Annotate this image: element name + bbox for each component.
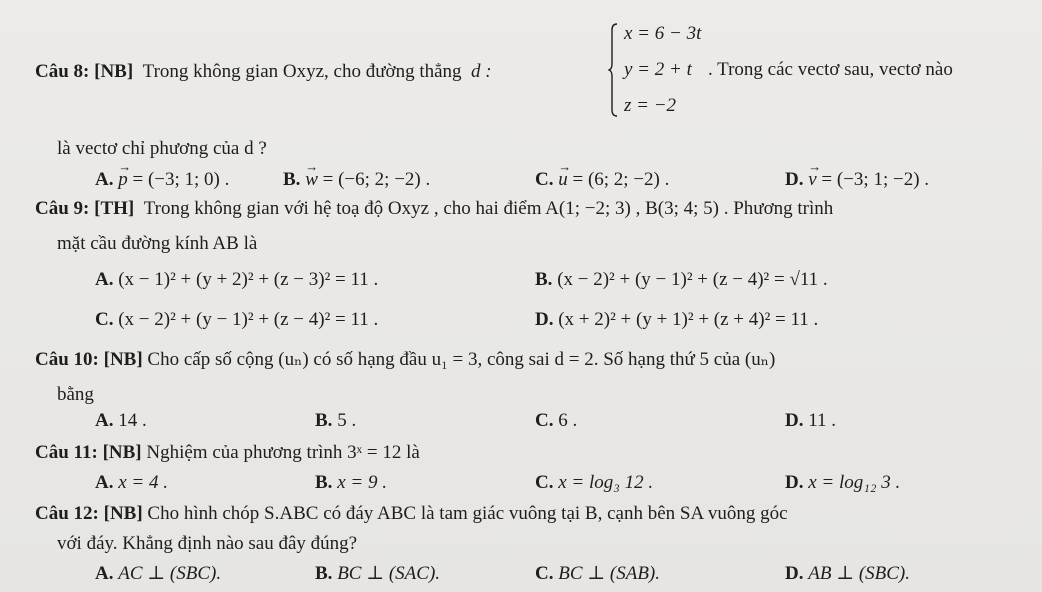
q9-d-label: D. <box>535 309 554 330</box>
q10-b-label: B. <box>315 410 333 431</box>
q8-d-value: = (−3; 1; −2) . <box>816 169 930 190</box>
q12-a-label: A. <box>95 563 114 584</box>
q9-line-1 <box>35 197 833 221</box>
q8-text-c: là vectơ chỉ phương của d ? <box>57 138 267 159</box>
q8-a-vector: → p <box>118 168 128 192</box>
q8-a-value: = (−3; 1; 0) . <box>127 169 230 190</box>
q8-sys-row-2: y = 2 + t <box>624 59 692 80</box>
q9-d-value: (x + 2)² + (y + 1)² + (z + 4)² = 11 . <box>558 309 819 330</box>
q9-c-label: C. <box>95 309 114 330</box>
q12-label: Câu 12: [NB] <box>35 503 143 524</box>
q8-option-d <box>785 168 929 192</box>
q9-option-d <box>535 308 818 332</box>
q8-label: Câu 8: [NB] <box>35 61 134 82</box>
q9-option-c <box>95 308 378 332</box>
q8-d-opt-label: D. <box>785 169 804 190</box>
q8-option-a <box>95 168 229 192</box>
q9-text-b: mặt cầu đường kính AB là <box>57 233 258 254</box>
q10-option-a <box>95 409 147 433</box>
q11-text-a: Nghiệm của phương trình 3ˣ = 12 là <box>146 442 420 463</box>
q9-b-value: (x − 2)² + (y − 1)² + (z − 4)² = √11 . <box>557 269 828 290</box>
q10-text-a: Cho cấp số cộng (uₙ) có số hạng đầu u₁ = 3, công sai d = 2. Số hạng thứ 5 của (uₙ) <box>147 349 776 370</box>
q10-label: Câu 10: [NB] <box>35 349 143 370</box>
q10-a-label: A. <box>95 410 114 431</box>
q11-a-label: A. <box>95 472 114 493</box>
q12-text-b: với đáy. Khẳng định nào sau đây đúng? <box>57 533 358 554</box>
q11-d-value: x = log₁₂ 3 . <box>808 472 901 493</box>
q9-a-label: A. <box>95 269 114 290</box>
q11-b-value: x = 9 . <box>337 472 387 493</box>
q11-a-value: x = 4 . <box>118 472 168 493</box>
q8-b-label: B. <box>283 169 301 190</box>
q11-c-value: x = log₃ 12 . <box>558 472 654 493</box>
q12-c-label: C. <box>535 563 554 584</box>
q8-line-1 <box>35 60 492 84</box>
q10-option-d <box>785 409 836 433</box>
q9-option-a <box>95 268 378 292</box>
q8-sys-row-3: z = −2 <box>624 95 677 116</box>
q10-text-b: bằng <box>57 384 94 405</box>
q8-option-c <box>535 168 669 192</box>
q12-b-label: B. <box>315 563 333 584</box>
q11-line-1 <box>35 441 420 465</box>
q12-a-value: AC ⊥ (SBC). <box>118 563 222 584</box>
q12-option-b <box>315 562 440 586</box>
q9-option-b <box>535 268 828 292</box>
q8-c-label: C. <box>535 169 554 190</box>
q11-option-a <box>95 471 168 495</box>
q11-option-b <box>315 471 387 495</box>
q8-c-value: = (6; 2; −2) . <box>567 169 670 190</box>
q11-d-label: D. <box>785 472 804 493</box>
q8-text-b: . Trong các vectơ sau, vectơ nào <box>708 59 953 80</box>
q10-c-label: C. <box>535 410 554 431</box>
q8-b-value: = (−6; 2; −2) . <box>317 169 431 190</box>
q12-option-d <box>785 562 910 586</box>
q11-b-label: B. <box>315 472 333 493</box>
curly-brace-icon <box>608 22 618 118</box>
q8-option-b <box>283 168 430 192</box>
q10-d-label: D. <box>785 410 804 431</box>
q12-option-a <box>95 562 221 586</box>
q11-c-label: C. <box>535 472 554 493</box>
q8-d-vector: → v <box>808 168 816 192</box>
q8-b-vector: → w <box>305 168 318 192</box>
q10-option-c <box>535 409 577 433</box>
q10-c-value: 6 . <box>558 410 578 431</box>
q12-b-value: BC ⊥ (SAC). <box>337 563 441 584</box>
q10-a-value: 14 . <box>118 410 147 431</box>
q8-c-vector: → u <box>558 168 568 192</box>
q12-option-c <box>535 562 660 586</box>
q9-b-label: B. <box>535 269 553 290</box>
q8-sys-row-1: x = 6 − 3t <box>624 23 702 44</box>
q10-b-value: 5 . <box>337 410 357 431</box>
q12-c-value: BC ⊥ (SAB). <box>558 563 660 584</box>
q11-label: Câu 11: [NB] <box>35 442 142 463</box>
q11-option-d <box>785 471 900 495</box>
q12-d-value: AB ⊥ (SBC). <box>808 563 910 584</box>
q9-a-value: (x − 1)² + (y + 2)² + (z − 3)² = 11 . <box>118 269 379 290</box>
q10-option-b <box>315 409 356 433</box>
q10-d-value: 11 . <box>808 410 837 431</box>
q12-line-1 <box>35 502 788 526</box>
q12-d-label: D. <box>785 563 804 584</box>
q12-text-a: Cho hình chóp S.ABC có đáy ABC là tam giác vuông tại B, cạnh bên SA vuông góc <box>147 503 788 524</box>
q10-line-1 <box>35 348 775 372</box>
q9-text-a: Trong không gian với hệ toạ độ Oxyz , cho hai điểm A(1; −2; 3) , B(3; 4; 5) . Phương trình <box>143 198 834 219</box>
q8-d-label: d : <box>471 61 492 82</box>
q9-c-value: (x − 2)² + (y − 1)² + (z − 4)² = 11 . <box>118 309 379 330</box>
q8-text-a: Trong không gian Oxyz, cho đường thẳng <box>142 61 462 82</box>
q8-a-label: A. <box>95 169 114 190</box>
q11-option-c <box>535 471 653 495</box>
q9-label: Câu 9: [TH] <box>35 198 135 219</box>
